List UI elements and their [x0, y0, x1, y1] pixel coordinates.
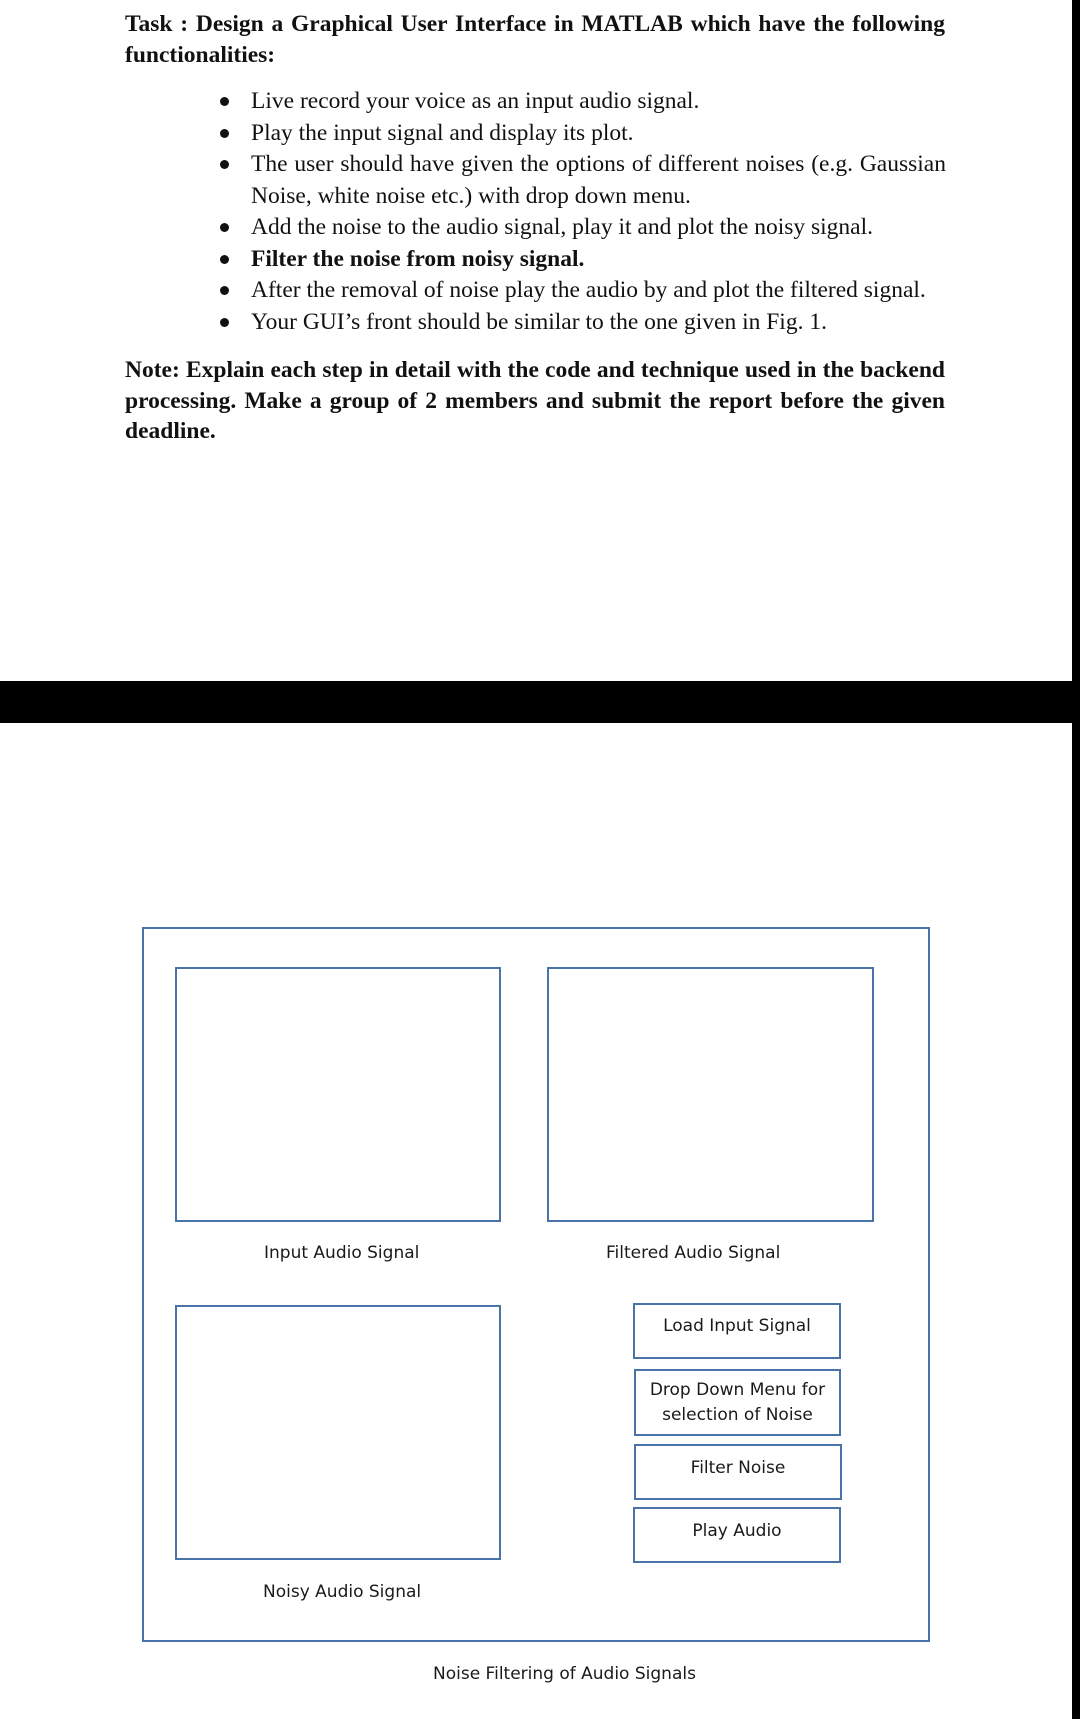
list-item-text: The user should have given the options of different noises (e.g. Gaussian Noise, white noise etc.) with drop down menu. [251, 151, 946, 209]
noisy-signal-axes [175, 1305, 501, 1560]
task-heading: Task : Design a Graphical User Interface in MATLAB which have the following functionalities: [125, 11, 945, 68]
bullet-icon [220, 129, 229, 138]
bullet-icon [220, 286, 229, 295]
bullet-icon [220, 318, 229, 327]
list-item [214, 149, 946, 212]
list-item [214, 86, 946, 118]
list-item [214, 212, 946, 244]
filtered-signal-label: Filtered Audio Signal [606, 1243, 781, 1263]
list-item [214, 307, 946, 339]
dropdown-label-line1: Drop Down Menu for [649, 1379, 826, 1400]
noisy-signal-label: Noisy Audio Signal [263, 1582, 422, 1602]
noise-selection-dropdown[interactable] [634, 1369, 841, 1436]
filter-noise-button[interactable]: Filter Noise [634, 1444, 842, 1500]
list-item [214, 244, 946, 276]
figure-caption: Noise Filtering of Audio Signals [433, 1664, 696, 1684]
list-item-text: Add the noise to the audio signal, play it and plot the noisy signal. [251, 214, 874, 240]
dropdown-label-line2: selection of Noise [662, 1404, 813, 1425]
requirements-list [214, 86, 946, 338]
list-item-text: Live record your voice as an input audio signal. [251, 88, 700, 114]
input-signal-label: Input Audio Signal [264, 1243, 420, 1263]
list-item [214, 118, 946, 150]
list-item [214, 275, 946, 307]
filtered-signal-axes [547, 967, 874, 1222]
list-item-text: After the removal of noise play the audio by and plot the filtered signal. [251, 277, 926, 303]
list-item-text: Filter the noise from noisy signal. [251, 245, 585, 272]
document-page-top [0, 0, 1072, 681]
list-item-text: Play the input signal and display its plot. [251, 119, 634, 146]
bullet-icon [220, 160, 229, 169]
load-input-signal-button[interactable]: Load Input Signal [633, 1303, 841, 1359]
page-separator-band [0, 681, 1080, 723]
input-signal-axes [175, 967, 501, 1222]
note-paragraph: Note: Explain each step in detail with the code and technique used in the backend processing. Make a group of 2 members and submit the report before the given deadline. [125, 357, 945, 444]
play-audio-button[interactable]: Play Audio [633, 1507, 841, 1563]
list-item-text: Your GUI’s front should be similar to the one given in Fig. 1. [251, 308, 827, 335]
bullet-icon [220, 97, 229, 106]
bullet-icon [220, 255, 229, 264]
bullet-icon [220, 223, 229, 232]
